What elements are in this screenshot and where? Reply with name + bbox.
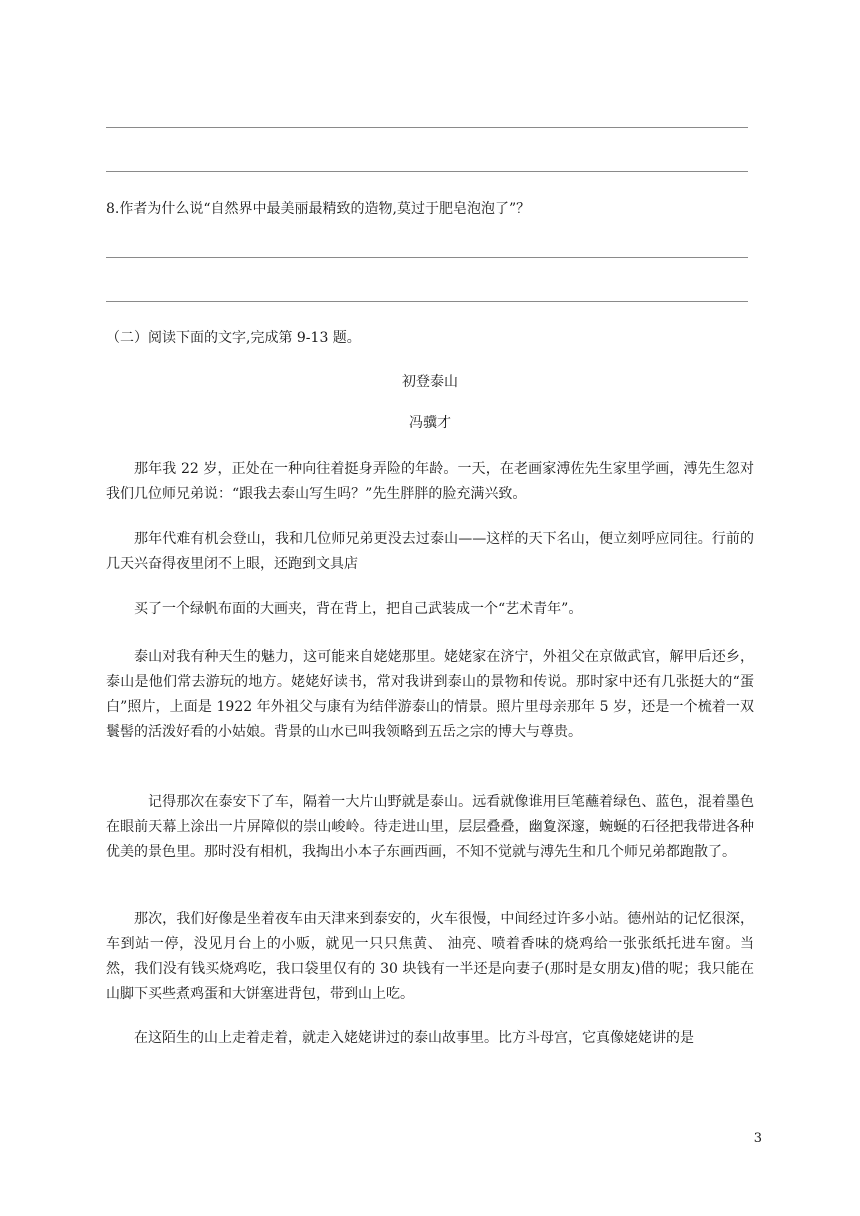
page-number: 3 xyxy=(753,1131,762,1146)
answer-line-1 xyxy=(106,127,748,128)
question-8: 8.作者为什么说“自然界中最美丽最精致的造物,莫过于肥皂泡泡了”？ xyxy=(106,201,531,217)
paragraph-4: 泰山对我有种天生的魅力，这可能来自姥姥那里。姥姥家在济宁，外祖父在京做武官，解甲后还乡，泰山是他们常去游玩的地方。姥姥好读书，常对我讲到泰山的景物和传说。那时家中还有几张挺大的“蛋白”照片，上面是 1922 年外祖父与康有为结伴游泰山的情景。照片里母亲那年 5 岁，还是一个梳着一双鬟髻的活泼好看的小姑娘。背景的山水已叫我领略到五岳之宗的博大与尊贵。 xyxy=(106,649,754,740)
answer-line-2 xyxy=(106,171,748,172)
paragraph-5: 记得那次在泰安下了车，隔着一大片山野就是泰山。远看就像谁用巨笔蘸着绿色、蓝色，混着墨色在眼前天幕上涂出一片屏障似的崇山峻岭。待走进山里，层层叠叠，幽夐深邃，蜿蜒的石径把我带进各种优美的景色里。那时没有相机，我掏出小本子东画西画，不知不觉就与溥先生和几个师兄弟都跑散了。 xyxy=(106,794,754,860)
article-author: 冯骥才 xyxy=(409,415,451,431)
paragraph-1: 那年我 22 岁，正处在一种向往着挺身弄险的年龄。一天，在老画家溥佐先生家里学画，溥先生忽对我们几位师兄弟说：“跟我去泰山写生吗？”先生胖胖的脸充满兴致。 xyxy=(106,461,754,502)
section-intro: （二）阅读下面的文字,完成第 9-13 题。 xyxy=(106,330,361,346)
paragraph-2: 那年代难有机会登山，我和几位师兄弟更没去过泰山——这样的天下名山，便立刻呼应同往。行前的几天兴奋得夜里闭不上眼，还跑到文具店 xyxy=(106,531,754,572)
answer-line-4 xyxy=(106,301,748,302)
article-title: 初登泰山 xyxy=(402,374,458,390)
paragraph-3: 买了一个绿帆布面的大画夹，背在背上，把自己武装成一个“艺术青年”。 xyxy=(134,601,583,617)
paragraph-6: 那次，我们好像是坐着夜车由天津来到泰安的，火车很慢，中间经过许多小站。德州站的记忆很深，车到站一停，没见月台上的小贩，就见一只只焦黄、 油亮、喷着香味的烧鸡给一张张纸托进车窗。当然，我们没有钱买烧鸡吃，我口袋里仅有的 30 块钱有一半还是向妻子(那时是女朋友)借的呢；我只能在山脚下买些煮鸡蛋和大饼塞进背包，带到山上吃。 xyxy=(106,911,754,1002)
answer-line-3 xyxy=(106,257,748,258)
paragraph-7: 在这陌生的山上走着走着，就走入姥姥讲过的泰山故事里。比方斗母宫，它真像姥姥讲的是 xyxy=(134,1030,694,1046)
